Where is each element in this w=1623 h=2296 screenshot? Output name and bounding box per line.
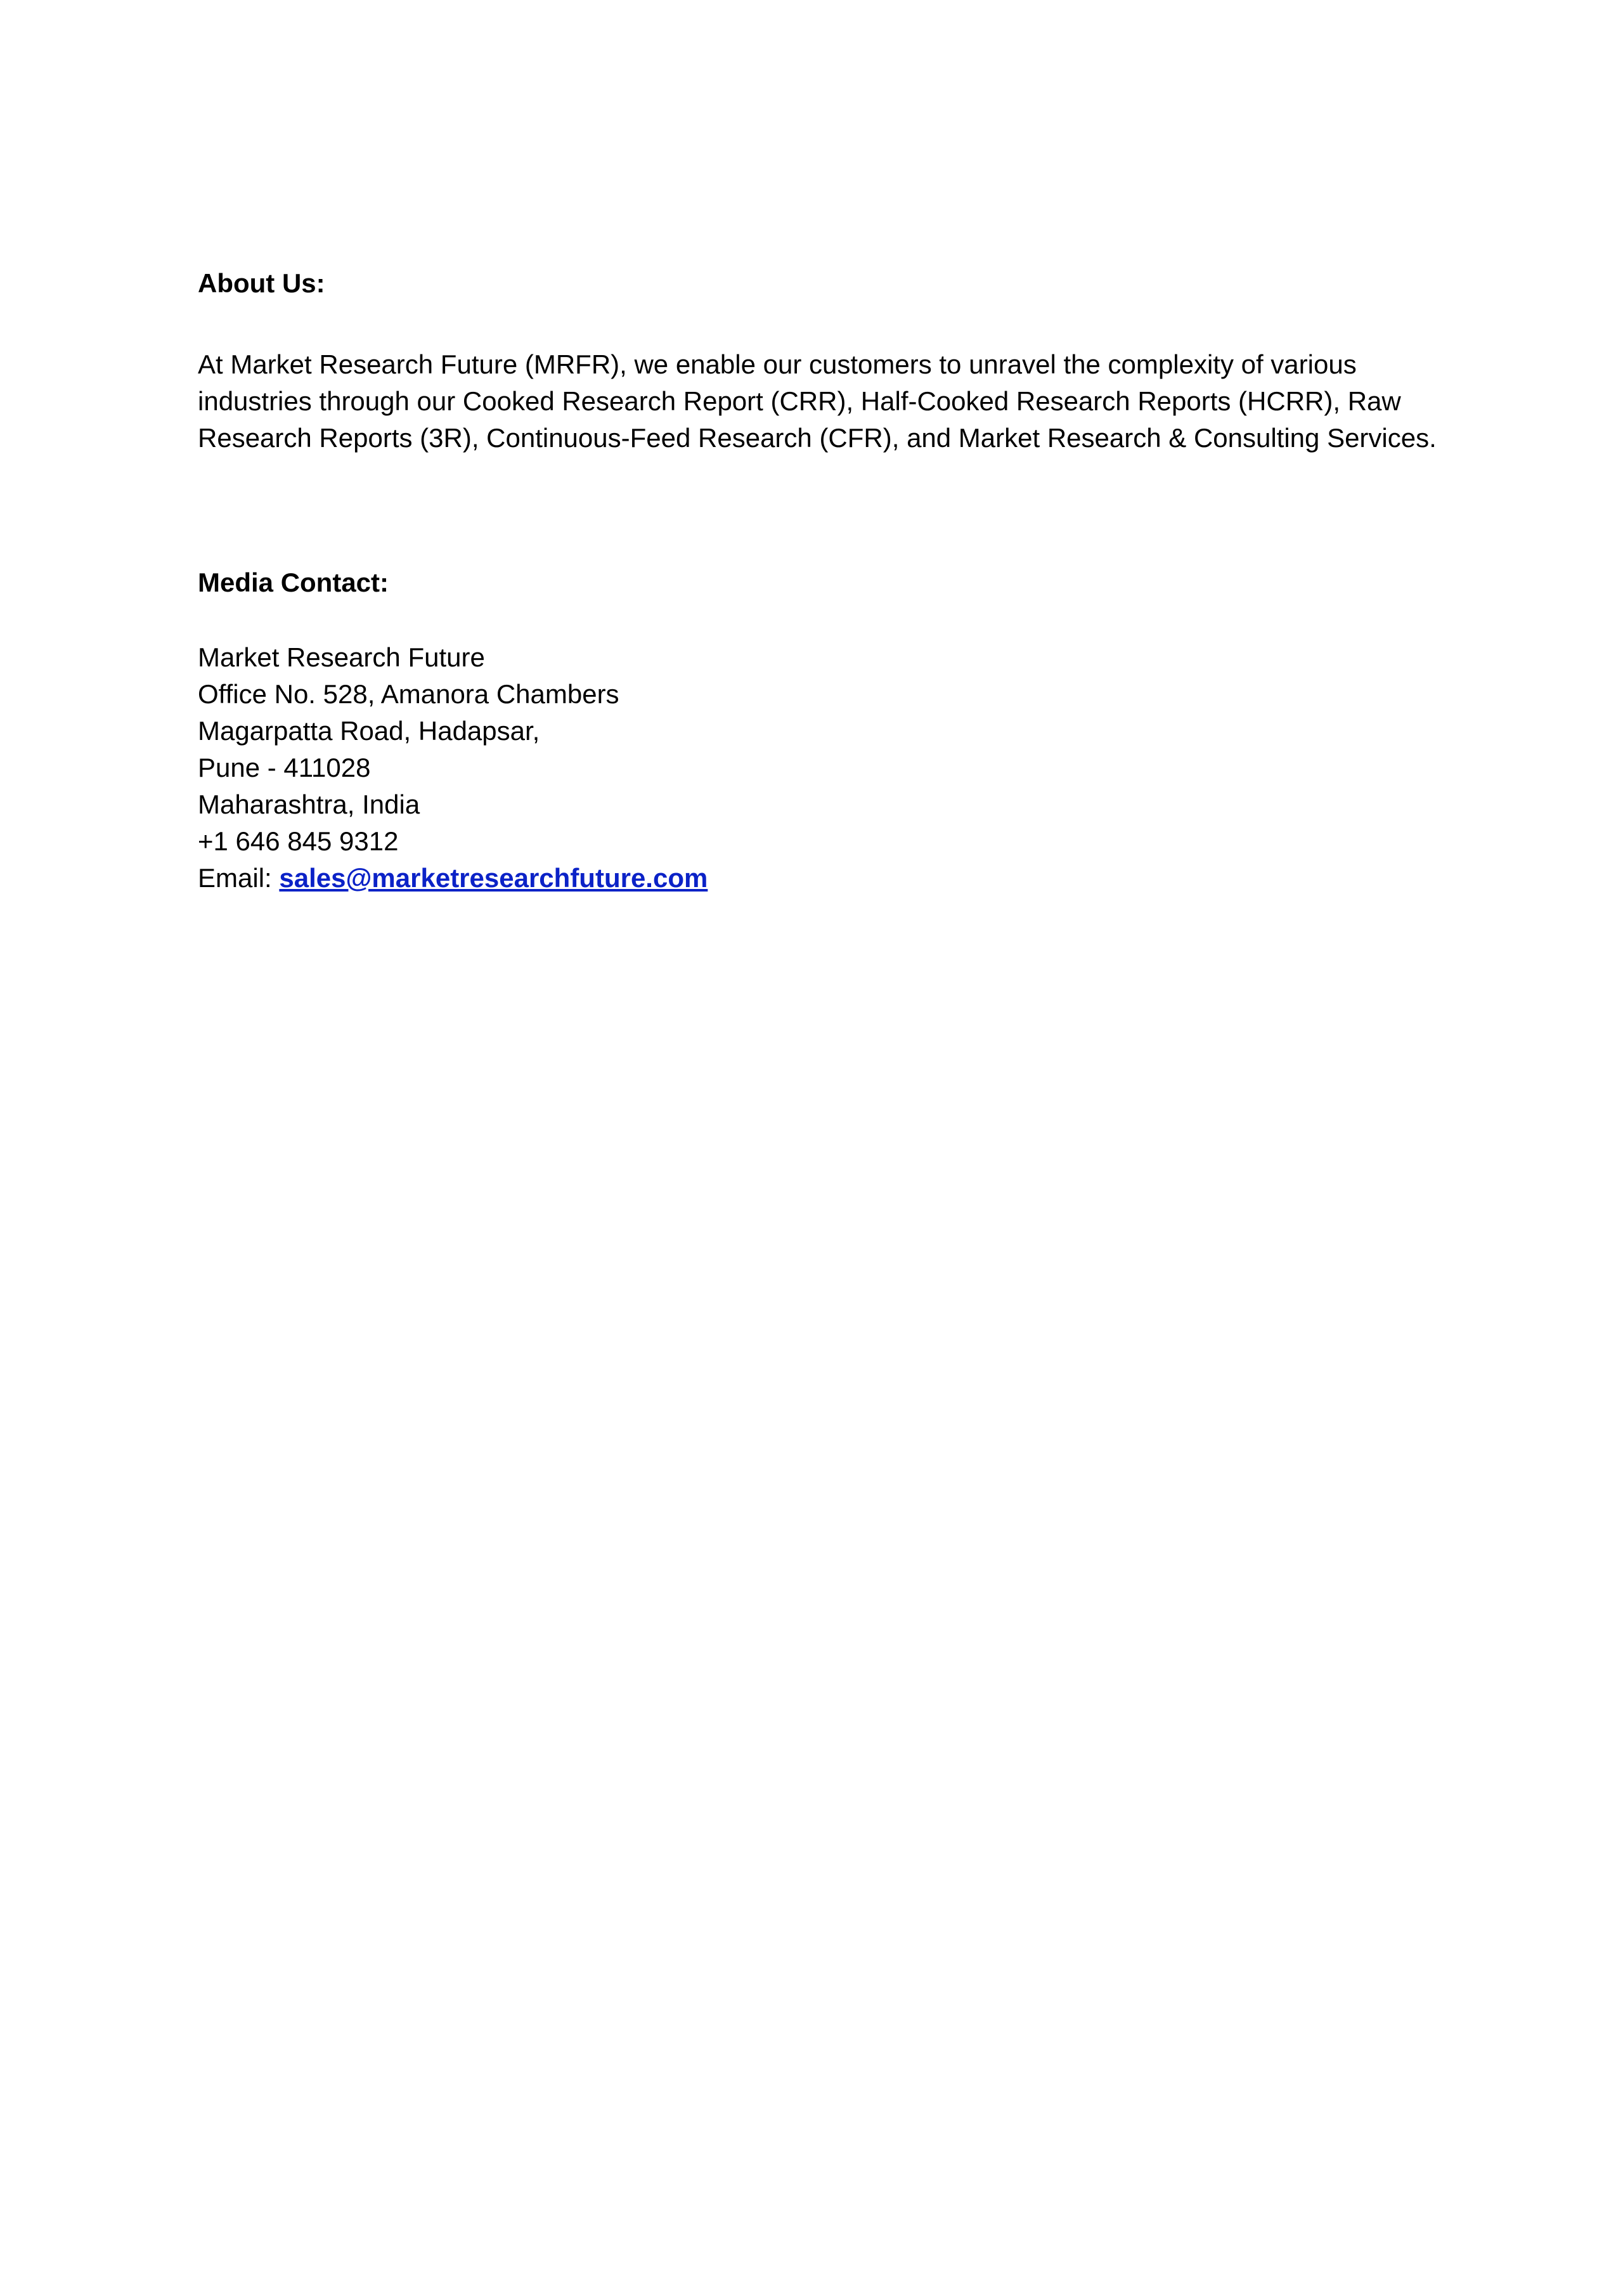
contact-company: Market Research Future [198, 642, 485, 672]
contact-city: Pune - 411028 [198, 753, 371, 782]
contact-road: Magarpatta Road, Hadapsar, [198, 716, 540, 746]
email-link[interactable]: sales@marketresearchfuture.com [279, 863, 708, 893]
about-us-paragraph: At Market Research Future (MRFR), we enable our customers to unravel the complexity of various industries through our Cooked Research Report (CRR), Half-Cooked Research Reports (HCRR), Raw Research Reports (3R), Continuous-Feed Research (CFR), and Market Research & Consulting Services. [198, 349, 1437, 453]
media-contact-block [198, 639, 1472, 897]
contact-state: Maharashtra, India [198, 789, 420, 819]
contact-office: Office No. 528, Amanora Chambers [198, 679, 619, 709]
about-us-heading: About Us: [198, 268, 325, 298]
contact-phone: +1 646 845 9312 [198, 826, 399, 856]
page-content [198, 265, 1472, 897]
media-contact-heading: Media Contact: [198, 568, 389, 597]
email-label: Email: [198, 863, 272, 893]
contact-email-line [198, 860, 1472, 897]
